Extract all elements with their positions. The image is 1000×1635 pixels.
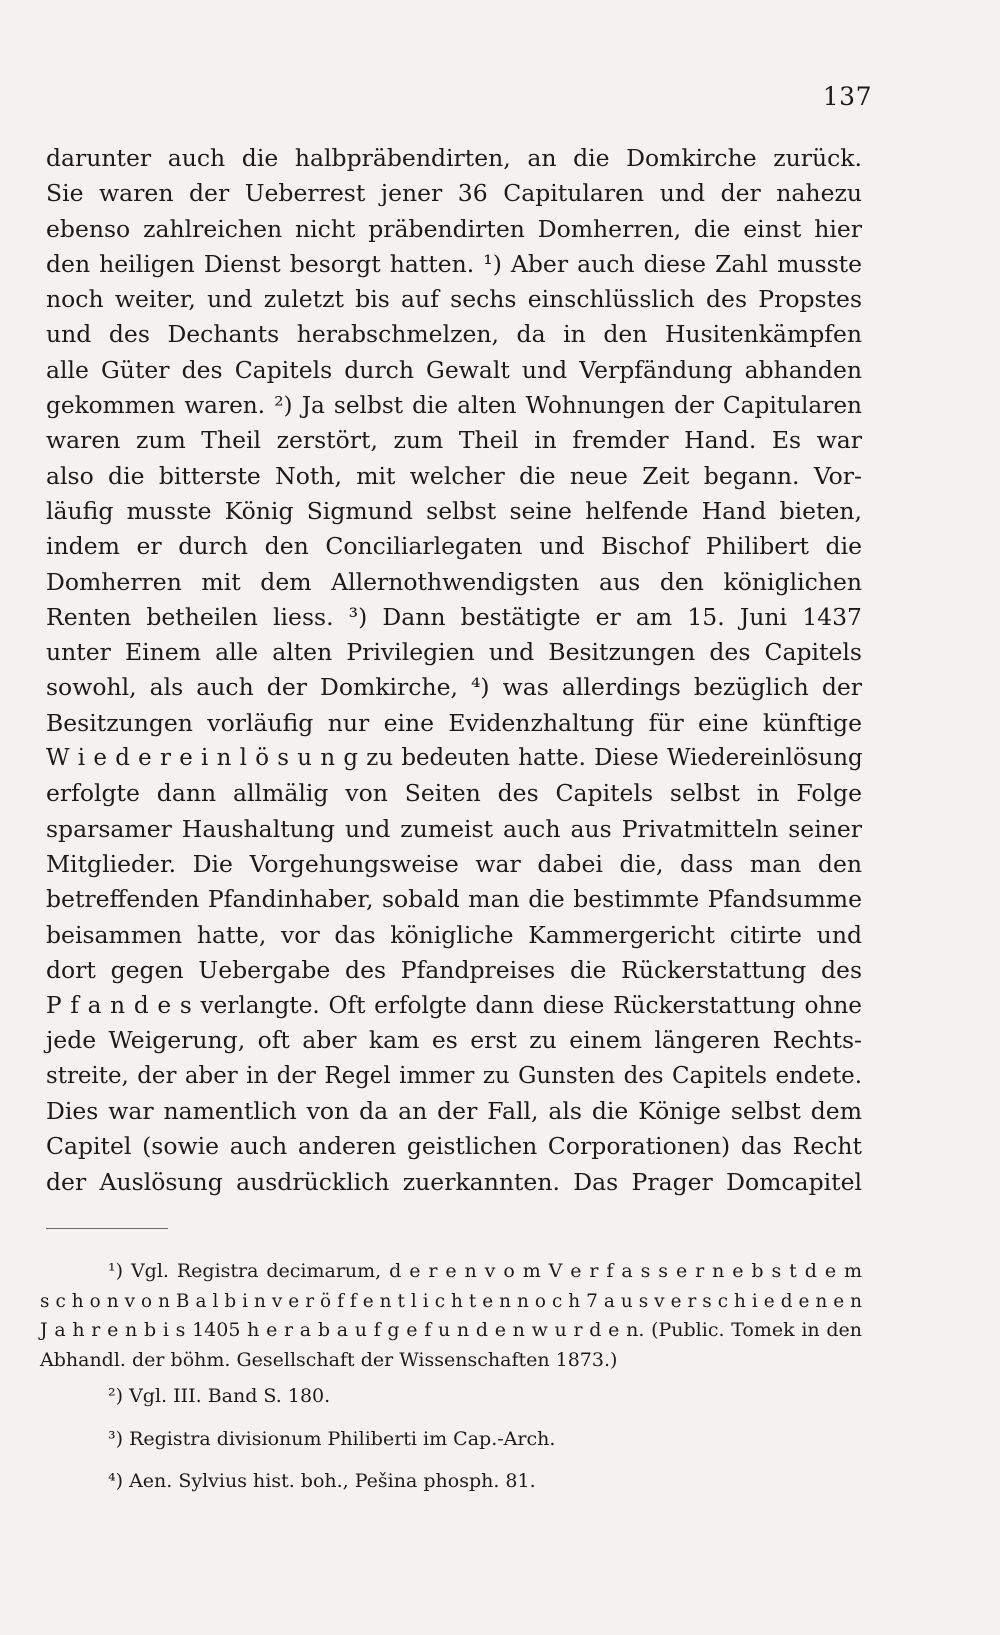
text-line: ebenso zahlreichen nicht präbendirten Domherren, die einst hier: [46, 214, 862, 243]
text-line: erfolgte dann allmälig von Seiten des Capitels selbst in Folge: [46, 779, 862, 808]
footnote-3: ³) Registra divisionum Philiberti im Cap.-Arch.: [108, 1427, 556, 1450]
text-line: alle Güter des Capitels durch Gewalt und Verpfändung abhanden: [46, 355, 862, 384]
text-line: Dies war namentlich von da an der Fall, als die Könige selbst dem: [46, 1097, 862, 1126]
text-line: und des Dechants herabschmelzen, da in den Husitenkämpfen: [46, 320, 862, 349]
text-line: Domherren mit dem Allernothwendigsten aus den königlichen: [46, 567, 862, 596]
text-line: P f a n d e s verlangte. Oft erfolgte dann diese Rückerstattung ohne: [46, 992, 862, 1020]
text-line: W i e d e r e i n l ö s u n g zu bedeuten hatte. Diese Wiedereinlösung: [46, 745, 863, 772]
text-line: der Auslösung ausdrücklich zuerkannten. Das Prager Domcapitel: [46, 1167, 862, 1196]
footnote-separator: [46, 1228, 168, 1229]
text-line: sowohl, als auch der Domkirche, ⁴) was allerdings bezüglich der: [46, 673, 862, 702]
footnote-2: ²) Vgl. III. Band S. 180.: [108, 1385, 331, 1407]
text-line: sparsamer Haushaltung und zumeist auch aus Privatmitteln seiner: [46, 814, 862, 843]
text-line: unter Einem alle alten Privilegien und Besitzungen des Capitels: [46, 638, 862, 667]
text-line: beisammen hatte, vor das königliche Kammergericht citirte und: [46, 920, 862, 949]
text-line: also die bitterste Noth, mit welcher die neue Zeit begann. Vor-: [46, 461, 862, 490]
footnote-4: ⁴) Aen. Sylvius hist. boh., Pešina phosph. 81.: [108, 1470, 536, 1492]
text-line: gekommen waren. ²) Ja selbst die alten Wohnungen der Capitularen: [46, 392, 862, 420]
text-line: den heiligen Dienst besorgt hatten. ¹) Aber auch diese Zahl musste: [46, 249, 862, 278]
text-line: Renten betheilen liess. ³) Dann bestätigte er am 15. Juni 1437: [46, 602, 862, 631]
text-line: darunter auch die halbpräbendirten, an die Domkirche zurück.: [46, 144, 862, 172]
footnote-1-line: ¹) Vgl. Registra decimarum, d e r e n v o m V e r f a s s e r n e b s t d e m: [108, 1260, 862, 1282]
page-number: 137: [822, 82, 872, 111]
text-line: betreffenden Pfandinhaber, sobald man die bestimmte Pfandsumme: [46, 885, 862, 914]
footnotes: [40, 1257, 862, 1497]
footnote-1-line: s c h o n v o n B a l b i n v e r ö f f e n t l i c h t e n n o c h 7 a u s v e r s c h i e d e n e n: [40, 1290, 862, 1312]
text-line: waren zum Theil zerstört, zum Theil in fremder Hand. Es war: [46, 426, 862, 455]
text-line: Besitzungen vorläufig nur eine Evidenzhaltung für eine künftige: [46, 708, 862, 737]
text-line: jede Weigerung, oft aber kam es erst zu einem längeren Rechts-: [46, 1026, 862, 1055]
main-text: [46, 141, 862, 1200]
text-line: Sie waren der Ueberrest jener 36 Capitularen und der nahezu: [46, 179, 862, 208]
text-line: Capitel (sowie auch anderen geistlichen Corporationen) das Recht: [46, 1132, 862, 1161]
text-line: indem er durch den Conciliarlegaten und Bischof Philibert die: [46, 532, 862, 561]
text-line: Mitglieder. Die Vorgehungsweise war dabei die, dass man den: [46, 849, 862, 878]
text-line: läufig musste König Sigmund selbst seine helfende Hand bieten,: [46, 496, 862, 525]
footnote-1-line: J a h r e n b i s 1405 h e r a b a u f g e f u n d e n w u r d e n. (Public. Tomek in den: [40, 1319, 862, 1341]
text-line: noch weiter, und zuletzt bis auf sechs einschlüsslich des Propstes: [46, 285, 862, 314]
text-line: dort gegen Uebergabe des Pfandpreises die Rückerstattung des: [46, 955, 862, 984]
footnote-1-line: Abhandl. der böhm. Gesellschaft der Wissenschaften 1873.): [40, 1348, 618, 1371]
text-line: streite, der aber in der Regel immer zu Gunsten des Capitels endete.: [46, 1062, 862, 1089]
